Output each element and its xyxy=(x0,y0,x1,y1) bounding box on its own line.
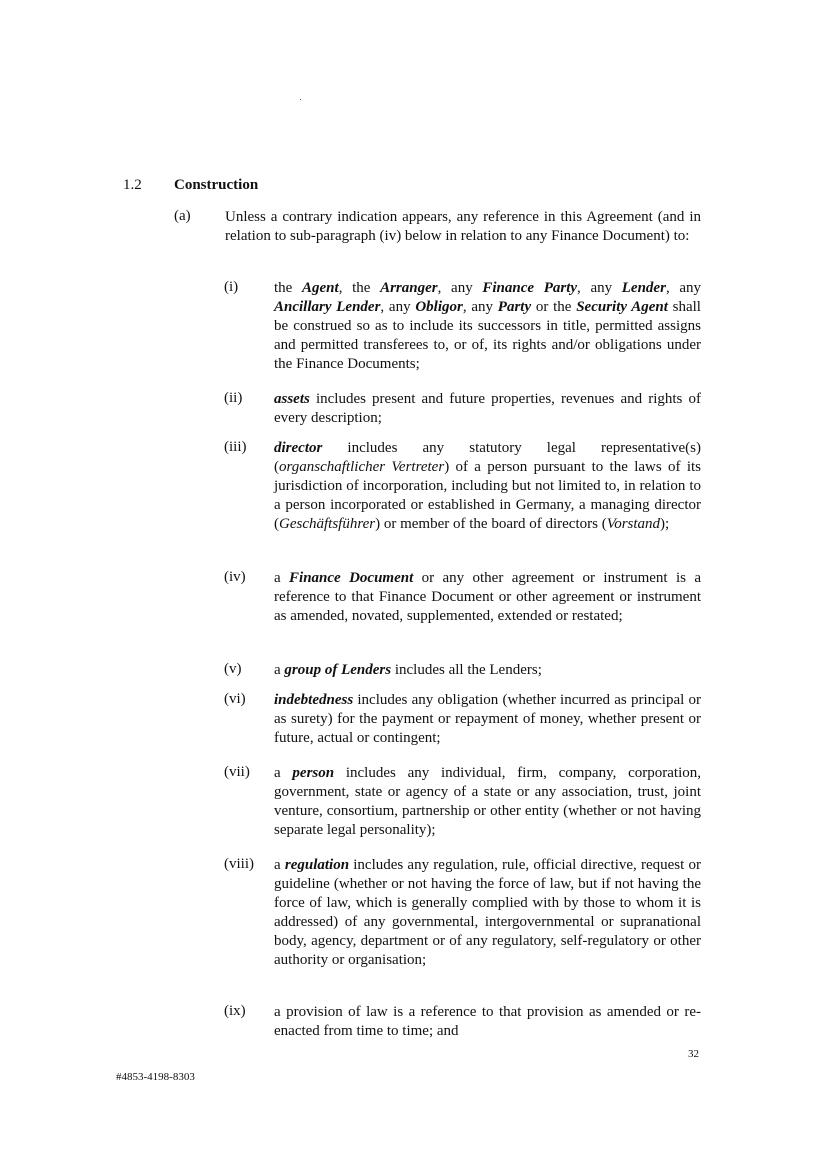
defined-term: regulation xyxy=(284,857,350,873)
defined-term: person xyxy=(292,765,335,781)
list-item-text: the Agent, the Arranger, any Finance Party, any Lender, any Ancillary Lender, any Obligor, any Party or the Security Agent shall be construed so as to include its successors in title, permitted assigns and permitted transferees to, or of, its rights and/or obligations under the Finance Documents; xyxy=(274,280,702,372)
german-term: Geschäftsführer xyxy=(279,516,376,532)
list-item-number: (ii) xyxy=(224,390,243,406)
document-reference: #4853-4198-8303 xyxy=(116,1071,195,1083)
defined-term: Finance Party xyxy=(482,280,578,296)
scan-dot xyxy=(300,99,301,100)
defined-term: Party xyxy=(497,299,532,315)
defined-term: Agent xyxy=(302,280,339,296)
german-term: Vorstand xyxy=(606,516,661,532)
german-term: organschaftlicher Vertreter xyxy=(279,459,445,475)
list-item-text: a group of Lenders includes all the Lenders; xyxy=(274,662,542,678)
defined-term: Lender xyxy=(621,280,666,296)
list-item-number: (ix) xyxy=(224,1003,246,1019)
list-item-text: a provision of law is a reference to that provision as amended or re-enacted from time to time; and xyxy=(274,1004,701,1039)
list-item-text: assets includes present and future properties, revenues and rights of every description; xyxy=(274,391,701,426)
defined-term: Obligor xyxy=(415,299,463,315)
list-item-number: (iii) xyxy=(224,439,247,455)
list-item-number: (i) xyxy=(224,279,239,295)
defined-term: group of Lenders xyxy=(284,662,392,678)
defined-term: Security Agent xyxy=(576,299,668,315)
defined-term: Arranger xyxy=(380,280,438,296)
defined-term: assets xyxy=(274,391,310,407)
list-item-text: a regulation includes any regulation, rule, official directive, request or guideline (whether or not having the force of law, but if not having the force of law, which is generally complied with by those to whom it is addressed) of any governmental, intergovernmental or supranational body, agency, department or of any regulatory, self-regulatory or other authority or organisation; xyxy=(274,857,701,968)
defined-term: Ancillary Lender xyxy=(274,299,381,315)
paragraph-text: Unless a contrary indication appears, any reference in this Agreement (and in relation to sub-paragraph (iv) below in relation to any Finance Document) to: xyxy=(225,209,701,244)
paragraph-label: (a) xyxy=(174,208,191,224)
list-item-number: (vi) xyxy=(224,691,246,707)
page-number: 32 xyxy=(688,1048,699,1060)
list-item-number: (iv) xyxy=(224,569,246,585)
list-item-text: director includes any statutory legal representative(s) (organschaftlicher Vertreter) of a person pursuant to the laws of its jurisdiction of incorporation, including but not limited to, in relation to a person incorporated or established in Germany, a managing director (Geschäftsführer) or member of the board of directors (Vorstand); xyxy=(274,440,701,532)
section-title: Construction xyxy=(174,177,259,193)
list-item-number: (viii) xyxy=(224,856,254,872)
defined-term: director xyxy=(274,440,323,456)
list-item-text: indebtedness includes any obligation (whether incurred as principal or as surety) for the payment or repayment of money, whether present or future, actual or contingent; xyxy=(274,692,701,746)
list-item-number: (v) xyxy=(224,661,242,677)
defined-term: Finance Document xyxy=(289,570,414,586)
list-item-text: a Finance Document or any other agreement or instrument is a reference to that Finance Document or other agreement or instrument as amended, novated, supplemented, extended or restated; xyxy=(274,570,701,624)
list-item-number: (vii) xyxy=(224,764,250,780)
defined-term: indebtedness xyxy=(274,692,354,708)
section-number: 1.2 xyxy=(123,177,142,193)
list-item-text: a person includes any individual, firm, company, corporation, government, state or agency of a state or any association, trust, joint venture, consortium, partnership or other entity (whether or not having separate legal personality); xyxy=(274,765,701,838)
